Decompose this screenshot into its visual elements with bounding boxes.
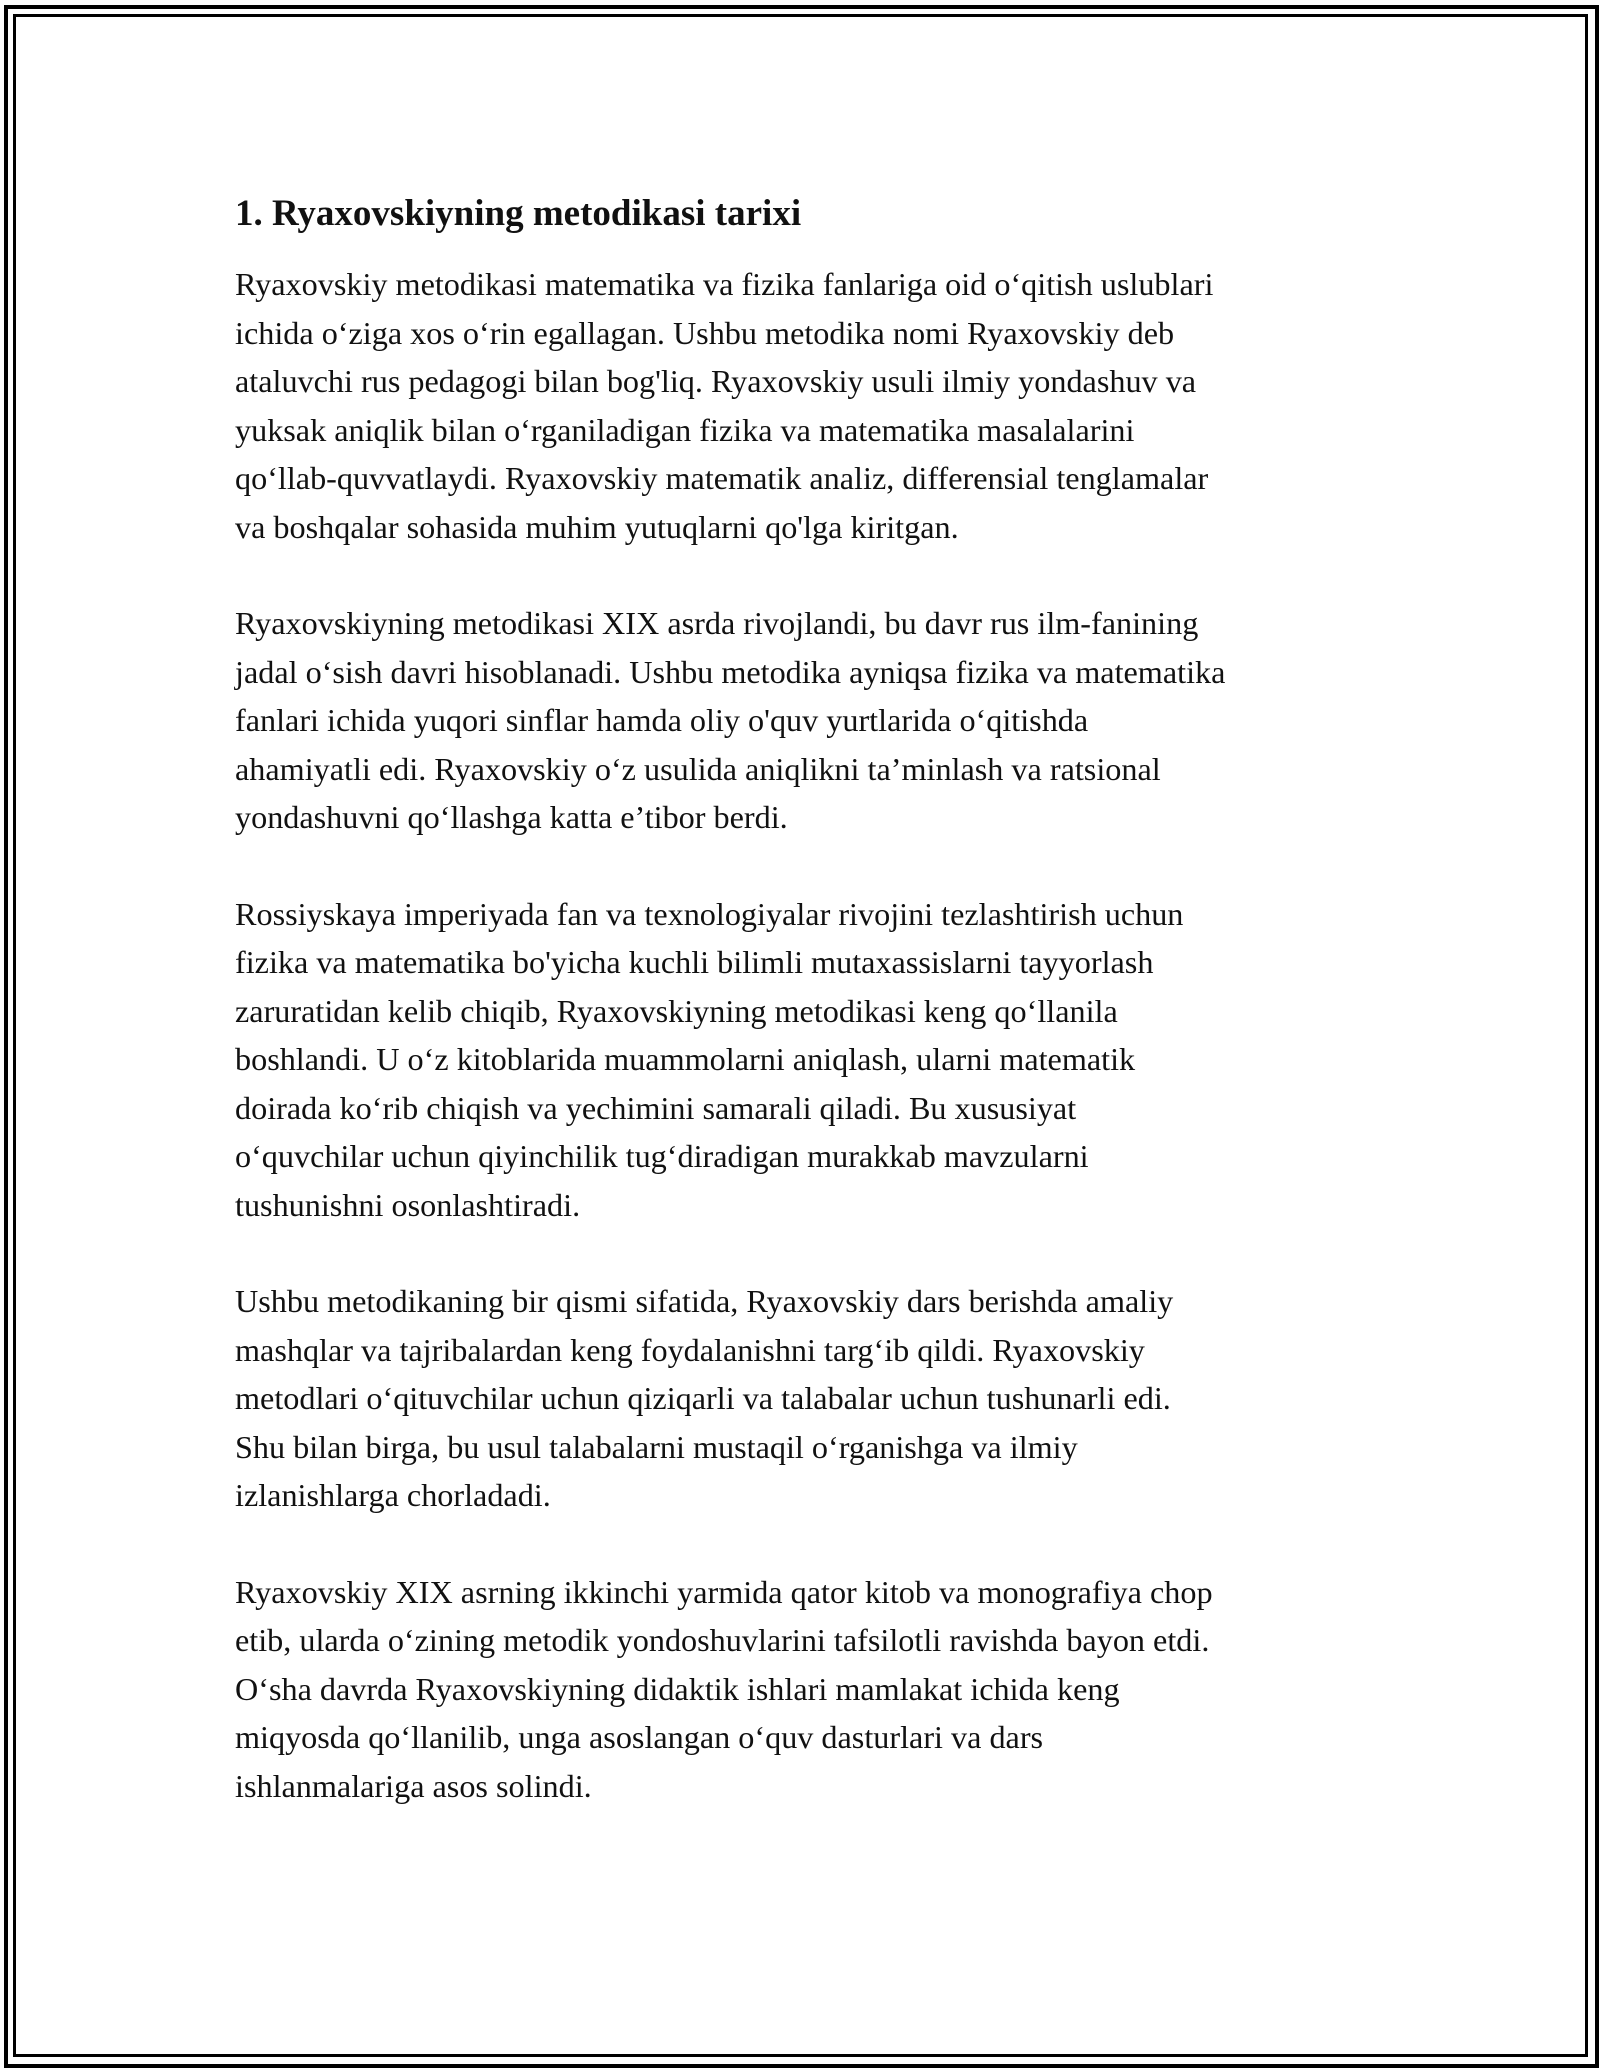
paragraph [235, 599, 1395, 842]
paragraph-line: zaruratidan kelib chiqib, Ryaxovskiyning metodikasi keng qo‘llanila [235, 992, 1118, 1029]
paragraph-line: izlanishlarga chorladadi. [235, 1477, 551, 1513]
paragraph-line: qo‘llab-quvvatlaydi. Ryaxovskiy matematik analiz, differensial tenglamalar [235, 460, 1209, 496]
paragraph-list [235, 260, 1395, 1810]
paragraph-line: Ryaxovskiyning metodikasi XIX asrda rivojlandi, bu davr rus ilm-fanining [235, 605, 1199, 641]
paragraph-line: ishlanmalariga asos solindi. [235, 1767, 592, 1804]
paragraph-line: va boshqalar sohasida muhim yutuqlarni qo'lga kiritgan. [235, 508, 959, 545]
paragraph-line: O‘sha davrda Ryaxovskiyning didaktik ishlari mamlakat ichida keng [235, 1670, 1120, 1707]
paragraph-line: metodlari o‘qituvchilar uchun qiziqarli va talabalar uchun tushunarli edi. [235, 1380, 1171, 1416]
paragraph-line: boshlandi. U o‘z kitoblarida muammolarni aniqlash, ularni matematik [235, 1041, 1136, 1077]
paragraph-line: ahamiyatli edi. Ryaxovskiy o‘z usulida aniqlikni ta’minlash va ratsional [235, 750, 1161, 787]
paragraph-line: ichida o‘ziga xos o‘rin egallagan. Ushbu metodika nomi Ryaxovskiy deb [235, 314, 1175, 351]
paragraph-line: miqyosda qo‘llanilib, unga asoslangan o‘quv dasturlari va dars [235, 1719, 1044, 1755]
paragraph-line: yuksak aniqlik bilan o‘rganiladigan fizika va matematika masalalarini [235, 411, 1135, 448]
paragraph-line: Rossiyskaya imperiyada fan va texnologiyalar rivojini tezlashtirish uchun [235, 895, 1184, 932]
paragraph-line: Ryaxovskiy metodikasi matematika va fizika fanlariga oid o‘qitish uslublari [235, 266, 1214, 302]
document-body [235, 186, 1395, 1858]
paragraph-line: etib, ularda o‘zining metodik yondoshuvlarini tafsilotli ravishda bayon etdi. [235, 1622, 1210, 1658]
paragraph [235, 260, 1395, 551]
paragraph [235, 1568, 1395, 1811]
paragraph-line: yondashuvni qo‘llashga katta e’tibor berdi. [235, 799, 788, 835]
paragraph [235, 890, 1395, 1230]
paragraph-line: Ryaxovskiy XIX asrning ikkinchi yarmida qator kitob va monografiya chop [235, 1573, 1213, 1610]
paragraph-line: tushunishni osonlashtiradi. [235, 1186, 581, 1223]
paragraph-line: jadal o‘sish davri hisoblanadi. Ushbu metodika ayniqsa fizika va matematika [235, 653, 1226, 690]
paragraph-line: fizika va matematika bo'yicha kuchli bilimli mutaxassislarni tayyorlash [235, 944, 1154, 980]
paragraph-line: Shu bilan birga, bu usul talabalarni mustaqil o‘rganishga va ilmiy [235, 1428, 1078, 1465]
section-heading: 1. Ryaxovskiyning metodikasi tarixi [235, 193, 802, 234]
paragraph-line: doirada ko‘rib chiqish va yechimini samarali qiladi. Bu xususiyat [235, 1089, 1077, 1126]
paragraph-line: ataluvchi rus pedagogi bilan bog'liq. Ryaxovskiy usuli ilmiy yondashuv va [235, 363, 1197, 399]
paragraph-line: o‘quvchilar uchun qiyinchilik tug‘diradigan murakkab mavzularni [235, 1138, 1089, 1174]
paragraph-line: fanlari ichida yuqori sinflar hamda oliy o'quv yurtlarida o‘qitishda [235, 702, 1089, 738]
paragraph-line: mashqlar va tajribalardan keng foydalanishni targ‘ib qildi. Ryaxovskiy [235, 1331, 1145, 1368]
paragraph-line: Ushbu metodikaning bir qismi sifatida, Ryaxovskiy dars berishda amaliy [235, 1283, 1174, 1319]
paragraph [235, 1277, 1395, 1520]
